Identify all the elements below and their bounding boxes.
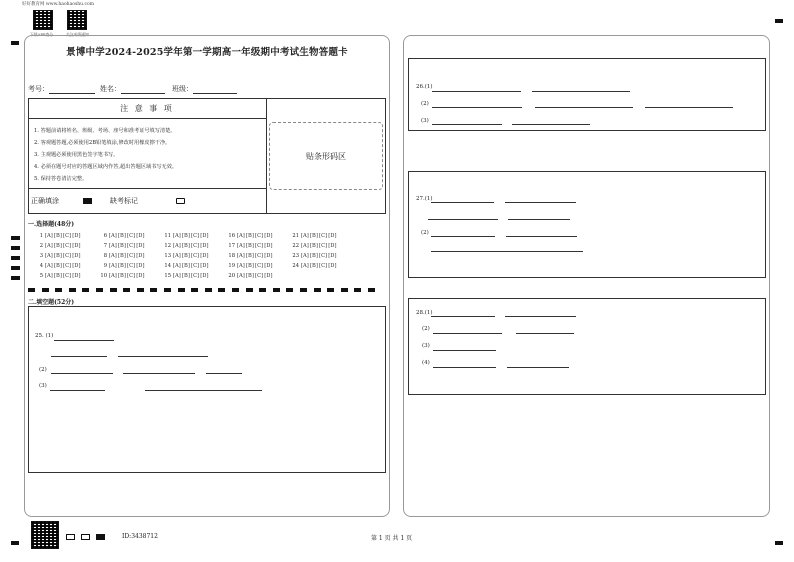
q25-part3-label: (3) [39, 383, 47, 389]
mc-question [162, 263, 226, 269]
mc-option-bubble[interactable]: [B] [245, 233, 254, 239]
mc-question [34, 273, 98, 279]
mc-question-number: 5 [39, 273, 43, 279]
footer-box-empty [81, 534, 90, 540]
mc-option-bubble[interactable]: [C] [127, 233, 136, 239]
mc-question [290, 243, 354, 249]
timing-mark [69, 288, 76, 292]
mc-question-number: 11 [164, 233, 171, 239]
mc-option-bubble[interactable]: [B] [117, 233, 126, 239]
mc-question [98, 253, 162, 259]
mc-option-bubble[interactable]: [B] [181, 253, 190, 259]
q27-part2-label: (2) [421, 230, 429, 236]
mc-question [34, 243, 98, 249]
sidebar-mark [11, 266, 20, 270]
mc-option-bubble[interactable]: [C] [255, 233, 264, 239]
mc-row [34, 263, 354, 269]
mc-question [226, 263, 290, 269]
mc-option-bubble[interactable]: [A] [237, 263, 245, 269]
barcode-area: 贴条形码区 [269, 122, 383, 190]
sidebar-mark [11, 246, 20, 250]
timing-mark [259, 288, 266, 292]
mc-option-bubble[interactable]: [A] [45, 273, 53, 279]
answer-line[interactable] [505, 202, 576, 203]
mc-row [34, 233, 354, 239]
timing-mark [327, 288, 334, 292]
mc-option-bubble[interactable]: [C] [63, 263, 72, 269]
answer-line[interactable] [645, 107, 733, 108]
notes-title: 注 意 事 项 [28, 99, 266, 119]
correct-fill-label: 正确填涂 [31, 197, 59, 205]
mc-question-number: 1 [39, 233, 43, 239]
timing-mark [246, 288, 253, 292]
mc-option-bubble[interactable]: [D] [200, 233, 209, 239]
timing-mark [137, 288, 144, 292]
mc-question-number: 2 [39, 243, 43, 249]
section-fill-in-title: 二.填空题(52分) [28, 299, 75, 306]
mc-question [98, 243, 162, 249]
timing-mark [150, 288, 157, 292]
mc-option-bubble[interactable]: [C] [191, 263, 200, 269]
mc-question-number: 18 [228, 253, 235, 259]
mc-question [98, 273, 162, 279]
mc-option-bubble[interactable]: [B] [53, 263, 62, 269]
mc-question-number: 16 [228, 233, 235, 239]
mc-option-bubble[interactable]: [C] [191, 273, 200, 279]
timing-mark [205, 288, 212, 292]
exam-number-field[interactable]: 考号： [28, 84, 95, 94]
answer-line[interactable] [505, 316, 576, 317]
answer-line[interactable] [516, 333, 574, 334]
mc-option-bubble[interactable]: [C] [191, 243, 200, 249]
mc-row [34, 243, 354, 249]
mc-row [34, 253, 354, 259]
mc-option-bubble[interactable]: [D] [264, 263, 273, 269]
mc-question [226, 233, 290, 239]
mc-option-bubble[interactable]: [C] [255, 273, 264, 279]
answer-line[interactable] [431, 251, 583, 252]
mc-option-bubble[interactable]: [A] [173, 263, 181, 269]
mc-option-bubble[interactable]: [D] [136, 273, 145, 279]
mc-question-number: 17 [228, 243, 235, 249]
mc-question [98, 233, 162, 239]
mc-option-bubble[interactable]: [C] [127, 273, 136, 279]
note-item: 1. 答题前请将姓名、班级、考场、座号和准考证号填写清楚。 [34, 128, 176, 134]
note-item: 3. 主观题必须使用黑色签字笔书写。 [34, 152, 119, 158]
mc-question-number: 23 [292, 253, 299, 259]
mc-option-bubble[interactable]: [B] [245, 243, 254, 249]
mc-option-bubble[interactable]: [B] [117, 253, 126, 259]
timing-mark [55, 288, 62, 292]
answer-line[interactable] [535, 107, 633, 108]
mc-option-bubble[interactable]: [D] [200, 263, 209, 269]
registration-mark [11, 41, 19, 45]
mc-option-bubble[interactable]: [A] [45, 263, 53, 269]
answer-line[interactable] [431, 316, 495, 317]
note-item: 4. 必须在题号对应的答题区域内作答,超出答题区域书写无效。 [34, 164, 178, 170]
mc-option-bubble[interactable]: [D] [72, 253, 81, 259]
registration-mark [775, 541, 783, 545]
answer-line[interactable] [206, 373, 242, 374]
mc-option-bubble[interactable]: [A] [237, 253, 245, 259]
answer-line[interactable] [508, 219, 570, 220]
mc-option-bubble[interactable]: [C] [127, 263, 136, 269]
mc-question-number: 24 [292, 263, 299, 269]
mc-question-number: 14 [164, 263, 171, 269]
registration-mark [11, 541, 19, 545]
mc-question [290, 233, 354, 239]
mc-question [290, 263, 354, 269]
q25-part1-label: 25. (1) [35, 333, 54, 339]
note-item: 5. 保持答卷清洁完整。 [34, 176, 88, 182]
mc-option-bubble[interactable]: [D] [72, 273, 81, 279]
mc-option-bubble[interactable]: [A] [109, 253, 117, 259]
timing-mark [123, 288, 130, 292]
mc-question-number: 22 [292, 243, 299, 249]
mc-option-bubble[interactable]: [D] [72, 263, 81, 269]
mc-option-bubble[interactable]: [B] [309, 243, 318, 249]
mc-option-bubble[interactable]: [C] [319, 263, 328, 269]
mc-option-bubble[interactable]: [B] [245, 263, 254, 269]
mc-option-bubble[interactable]: [D] [328, 253, 337, 259]
answer-line[interactable] [123, 373, 195, 374]
mc-option-bubble[interactable]: [C] [255, 253, 264, 259]
answer-box-q27[interactable] [408, 171, 766, 278]
mc-option-bubble[interactable]: [D] [72, 243, 81, 249]
qr-code-sheet [31, 521, 59, 549]
mc-question [34, 253, 98, 259]
answer-line[interactable] [428, 219, 498, 220]
mc-row [34, 273, 354, 279]
mc-question-number: 10 [100, 273, 107, 279]
timing-mark [232, 288, 239, 292]
mc-question-number: 9 [103, 263, 107, 269]
mc-option-bubble[interactable]: [D] [136, 233, 145, 239]
mc-option-bubble[interactable]: [C] [63, 233, 72, 239]
mc-question-number: 21 [292, 233, 299, 239]
timing-mark [191, 288, 198, 292]
answer-line[interactable] [54, 340, 114, 341]
mc-option-bubble[interactable]: [A] [237, 233, 245, 239]
mc-option-bubble[interactable]: [A] [301, 253, 309, 259]
mc-option-bubble[interactable]: [C] [191, 253, 200, 259]
qr-code-download [33, 10, 53, 30]
timing-mark [286, 288, 293, 292]
mc-option-bubble[interactable]: [A] [173, 233, 181, 239]
mc-question-number: 13 [164, 253, 171, 259]
mc-option-bubble[interactable]: [B] [309, 233, 318, 239]
mc-option-bubble[interactable]: [B] [117, 243, 126, 249]
mc-option-bubble[interactable]: [B] [53, 273, 62, 279]
q28-part4-label: (4) [422, 360, 430, 366]
mc-option-bubble[interactable]: [C] [127, 253, 136, 259]
mc-option-bubble[interactable]: [B] [181, 273, 190, 279]
timing-mark [218, 288, 225, 292]
mc-question-number: 4 [39, 263, 43, 269]
mc-option-bubble[interactable]: [D] [328, 263, 337, 269]
sidebar-mark [11, 256, 20, 260]
site-banner: 好好教育网 www.haohaoshu.com [22, 2, 94, 7]
q27-part1-label: 27.(1) [416, 196, 433, 202]
mc-option-bubble[interactable]: [B] [117, 273, 126, 279]
notes-divider [266, 98, 267, 214]
timing-mark [354, 288, 361, 292]
mc-question-number: 8 [103, 253, 107, 259]
sidebar-mark [11, 276, 20, 280]
mc-option-bubble[interactable]: [A] [109, 263, 117, 269]
mc-option-bubble[interactable]: [B] [117, 263, 126, 269]
answer-line[interactable] [433, 333, 502, 334]
answer-box-q26[interactable] [408, 58, 766, 131]
mc-option-bubble[interactable]: [A] [301, 263, 309, 269]
answer-line[interactable] [507, 367, 569, 368]
absent-mark-box[interactable] [176, 198, 185, 204]
answer-line[interactable] [432, 107, 522, 108]
mc-option-bubble[interactable]: [D] [200, 253, 209, 259]
mc-option-bubble[interactable]: [B] [309, 253, 318, 259]
mc-option-bubble[interactable]: [A] [45, 233, 53, 239]
answer-line[interactable] [512, 124, 590, 125]
answer-box-q28[interactable] [408, 298, 766, 395]
mc-option-bubble[interactable]: [B] [245, 253, 254, 259]
mc-option-bubble[interactable]: [A] [109, 243, 117, 249]
mc-question-number: 3 [39, 253, 43, 259]
mc-option-bubble[interactable]: [C] [191, 233, 200, 239]
mc-option-bubble[interactable]: [B] [245, 273, 254, 279]
mc-question [226, 273, 290, 279]
section-multiple-choice-title: 一.选择题(48分) [28, 221, 75, 228]
timing-mark [96, 288, 103, 292]
mc-option-bubble[interactable]: [D] [136, 243, 145, 249]
mc-question-number: 20 [228, 273, 235, 279]
answer-line[interactable] [532, 91, 630, 92]
mc-option-bubble[interactable]: [A] [45, 243, 53, 249]
mc-option-bubble[interactable]: [A] [301, 233, 309, 239]
mc-option-bubble[interactable]: [A] [237, 273, 245, 279]
mc-option-bubble[interactable]: [D] [328, 243, 337, 249]
q26-part3-label: (3) [421, 118, 429, 124]
sheet-id: ID:3438712 [122, 533, 158, 540]
mc-option-bubble[interactable]: [D] [200, 243, 209, 249]
mc-option-bubble[interactable]: [A] [109, 273, 117, 279]
mc-question [162, 253, 226, 259]
mc-option-bubble[interactable]: [A] [301, 243, 309, 249]
answer-line[interactable] [118, 356, 208, 357]
mc-question [162, 233, 226, 239]
q28-part1-label: 28.(1) [416, 310, 433, 316]
mc-option-bubble[interactable]: [C] [63, 273, 72, 279]
answer-line[interactable] [433, 350, 496, 351]
qr-label-download: 下载APP查分 [30, 32, 54, 37]
timing-mark [273, 288, 280, 292]
mc-option-bubble[interactable]: [B] [181, 233, 190, 239]
mc-question [290, 253, 354, 259]
notes-bottom-divider [28, 188, 267, 189]
footer-box-filled [96, 534, 105, 540]
mc-option-bubble[interactable]: [A] [173, 273, 181, 279]
mc-option-bubble[interactable]: [C] [127, 243, 136, 249]
mc-option-bubble[interactable]: [C] [255, 263, 264, 269]
mc-option-bubble[interactable]: [D] [72, 233, 81, 239]
timing-mark [300, 288, 307, 292]
page-indicator: 第 1 页 共 1 页 [371, 535, 413, 542]
mc-option-bubble[interactable]: [D] [136, 263, 145, 269]
answer-line[interactable] [51, 356, 107, 357]
mc-question-number: 15 [164, 273, 171, 279]
mc-option-bubble[interactable]: [D] [264, 233, 273, 239]
mc-option-bubble[interactable]: [C] [255, 243, 264, 249]
mc-option-bubble[interactable]: [D] [136, 253, 145, 259]
answer-line[interactable] [50, 390, 105, 391]
timing-mark [28, 288, 35, 292]
timing-mark [164, 288, 171, 292]
q28-part2-label: (2) [422, 326, 430, 332]
answer-line[interactable] [433, 367, 496, 368]
mc-question [162, 243, 226, 249]
mc-question-number: 7 [103, 243, 107, 249]
mc-option-bubble[interactable]: [B] [181, 263, 190, 269]
correct-fill-sample [83, 198, 92, 204]
mc-option-bubble[interactable]: [A] [237, 243, 245, 249]
answer-line[interactable] [431, 202, 494, 203]
timing-mark [42, 288, 49, 292]
mc-question [34, 233, 98, 239]
mc-option-bubble[interactable]: [D] [328, 233, 337, 239]
mc-option-bubble[interactable]: [A] [45, 253, 53, 259]
timing-mark [178, 288, 185, 292]
q26-part2-label: (2) [421, 101, 429, 107]
mc-option-bubble[interactable]: [D] [264, 273, 273, 279]
mc-option-bubble[interactable]: [A] [173, 253, 181, 259]
mc-option-bubble[interactable]: [C] [63, 243, 72, 249]
mc-option-bubble[interactable]: [A] [173, 243, 181, 249]
answer-line[interactable] [431, 236, 495, 237]
mc-question [162, 273, 226, 279]
qr-label-follow: 关注成绩通知 [66, 32, 89, 37]
mc-option-bubble[interactable]: [C] [63, 253, 72, 259]
timing-mark [110, 288, 117, 292]
mc-option-bubble[interactable]: [C] [319, 233, 328, 239]
qr-code-follow [67, 10, 87, 30]
registration-mark [775, 19, 783, 23]
answer-line[interactable] [145, 390, 262, 391]
mc-question-number: 19 [228, 263, 235, 269]
answer-line[interactable] [506, 236, 577, 237]
timing-mark [82, 288, 89, 292]
q26-part1-label: 26.(1) [416, 84, 433, 90]
timing-mark [341, 288, 348, 292]
mc-option-bubble[interactable]: [D] [264, 243, 273, 249]
mc-option-bubble[interactable]: [A] [109, 233, 117, 239]
mc-question-number: 6 [103, 233, 107, 239]
absent-mark-label: 缺考标记 [110, 197, 138, 205]
class-field[interactable]: 班级： [172, 84, 237, 94]
mc-question-number: 12 [164, 243, 171, 249]
mc-option-bubble[interactable]: [C] [319, 243, 328, 249]
mc-option-bubble[interactable]: [B] [53, 233, 62, 239]
mc-question [226, 243, 290, 249]
timing-mark [368, 288, 375, 292]
mc-option-bubble[interactable]: [B] [53, 253, 62, 259]
mc-option-bubble[interactable]: [D] [264, 253, 273, 259]
name-field[interactable]: 姓名： [100, 84, 165, 94]
mc-option-bubble[interactable]: [B] [181, 243, 190, 249]
sheet-title: 景博中学2024-2025学年第一学期高一年级期中考试生物答题卡 [66, 47, 348, 58]
footer-box-empty [66, 534, 75, 540]
timing-mark [314, 288, 321, 292]
q28-part3-label: (3) [422, 343, 430, 349]
mc-option-bubble[interactable]: [C] [319, 253, 328, 259]
mc-option-bubble[interactable]: [B] [309, 263, 318, 269]
note-item: 2. 客观题答题,必须使用2B铅笔填涂,修改时用橡皮擦干净。 [34, 140, 171, 146]
answer-line[interactable] [432, 91, 521, 92]
mc-option-bubble[interactable]: [B] [53, 243, 62, 249]
sidebar-mark [11, 236, 20, 240]
q25-part2-label: (2) [39, 367, 47, 373]
mc-option-bubble[interactable]: [D] [200, 273, 209, 279]
answer-line[interactable] [432, 124, 502, 125]
mc-question [98, 263, 162, 269]
mc-question [34, 263, 98, 269]
mc-question [226, 253, 290, 259]
answer-line[interactable] [51, 373, 113, 374]
